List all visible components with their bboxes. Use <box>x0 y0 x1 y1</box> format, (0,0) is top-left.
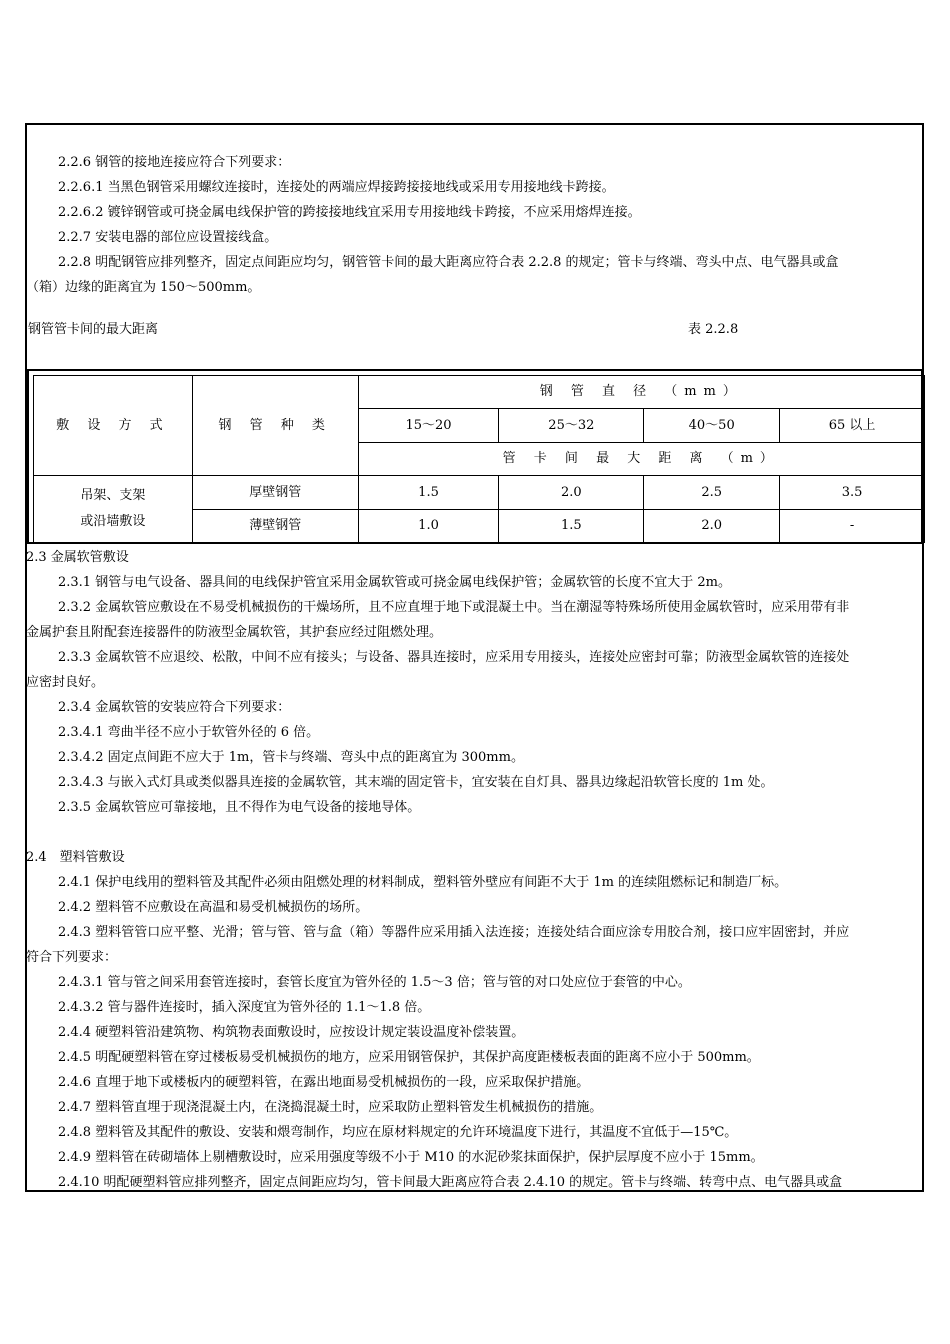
top-section <box>26 150 923 343</box>
row-2-value-1: 1.0 <box>358 510 499 543</box>
para-2-2-6: 2.2.6 钢管的接地连接应符合下列要求： <box>58 155 291 170</box>
row-1-value-1: 1.5 <box>358 476 499 510</box>
header-max-distance: 管 卡 间 最 大 距 离 （m） <box>358 443 924 476</box>
row-1-value-2: 2.0 <box>499 476 644 510</box>
para-2-3-4-1: 2.3.4.1 弯曲半径不应小于软管外径的 6 倍。 <box>58 725 320 740</box>
para-2-3-5: 2.3.5 金属软管应可靠接地，且不得作为电气设备的接地导体。 <box>58 800 421 815</box>
method-line-2: 或沿墙敷设 <box>80 514 146 529</box>
para-2-3-4-3: 2.3.4.3 与嵌入式灯具或类似器具连接的金属软管，其末端的固定管卡，宜安装在自灯具、器具边缘起沿软管长度的 1m 处。 <box>58 775 774 790</box>
para-2-3-3-cont: 应密封良好。 <box>26 675 105 690</box>
para-2-3-3: 2.3.3 金属软管不应退绞、松散，中间不应有接头；与设备、器具连接时，应采用专用接头，连接处应密封可靠；防液型金属软管的连接处 <box>58 650 850 665</box>
clamp-distance-table <box>27 369 923 544</box>
para-2-4-7: 2.4.7 塑料管直埋于现浇混凝土内，在浇捣混凝土时，应采取防止塑料管发生机械损伤的措施。 <box>58 1100 603 1115</box>
lower-section <box>26 545 923 1195</box>
para-2-4-2: 2.4.2 塑料管不应敷设在高温和易受机械损伤的场所。 <box>58 900 369 915</box>
table-caption-title: 钢管管卡间的最大距离 <box>28 322 159 337</box>
para-2-3-2: 2.3.2 金属软管应敷设在不易受机械损伤的干燥场所，且不应直埋于地下或混凝土中。当在潮湿等特殊场所使用金属软管时，应采用带有非 <box>58 600 850 615</box>
table-caption <box>26 318 923 343</box>
row-1-type: 厚壁钢管 <box>192 476 358 510</box>
row-2-type: 薄壁钢管 <box>192 510 358 543</box>
header-laying-method: 敷 设 方 式 <box>34 376 193 476</box>
para-2-4-10: 2.4.10 明配硬塑料管应排列整齐，固定点间距应均匀，管卡间最大距离应符合表 2.4.10 的规定。管卡与终端、转弯中点、电气器具或盒 <box>58 1175 843 1190</box>
para-2-3-1: 2.3.1 钢管与电气设备、器具间的电线保护管宜采用金属软管或可挠金属电线保护管；金属软管的长度不宜大于 2m。 <box>58 575 731 590</box>
row-2-value-4: - <box>780 510 925 543</box>
header-pipe-diameter: 钢 管 直 径 （mm） <box>358 376 924 409</box>
para-2-4-3: 2.4.3 塑料管管口应平整、光滑；管与管、管与盒（箱）等器件应采用插入法连接；连接处结合面应涂专用胶合剂，接口应牢固密封，并应 <box>58 925 850 940</box>
para-2-4-9: 2.4.9 塑料管在砖砌墙体上剔槽敷设时，应采用强度等级不小于 M10 的水泥砂浆抹面保护，保护层厚度不应小于 15mm。 <box>58 1150 764 1165</box>
diameter-col-2: 25～32 <box>499 409 644 443</box>
para-2-4-1: 2.4.1 保护电线用的塑料管及其配件必须由阻燃处理的材料制成，塑料管外壁应有间距不大于 1m 的连续阻燃标记和制造厂标。 <box>58 875 788 890</box>
para-2-3-2-cont: 金属护套且附配套连接器件的防液型金属软管，其护套应经过阻燃处理。 <box>26 625 443 640</box>
para-2-2-6-1: 2.2.6.1 当黑色钢管采用螺纹连接时，连接处的两端应焊接跨接接地线或采用专用接地线卡跨接。 <box>58 180 615 195</box>
para-2-2-6-2: 2.2.6.2 镀锌钢管或可挠金属电线保护管的跨接接地线宜采用专用接地线卡跨接，不应采用熔焊连接。 <box>58 205 641 220</box>
heading-2-4: 2.4 塑料管敷设 <box>26 850 125 865</box>
row-1-value-4: 3.5 <box>780 476 925 510</box>
para-2-2-7: 2.2.7 安装电器的部位应设置接线盒。 <box>58 230 278 245</box>
para-2-4-6: 2.4.6 直埋于地下或楼板内的硬塑料管，在露出地面易受机械损伤的一段，应采取保护措施。 <box>58 1075 590 1090</box>
row-1-value-3: 2.5 <box>644 476 780 510</box>
diameter-col-4: 65 以上 <box>780 409 925 443</box>
para-2-4-5: 2.4.5 明配硬塑料管在穿过楼板易受机械损伤的地方，应采用钢管保护，其保护高度距楼板表面的距离不应小于 500mm。 <box>58 1050 760 1065</box>
heading-2-3: 2.3 金属软管敷设 <box>26 550 129 565</box>
para-2-3-4: 2.3.4 金属软管的安装应符合下列要求： <box>58 700 291 715</box>
table-caption-number: 表 2.2.8 <box>688 322 739 337</box>
method-cell <box>34 476 193 543</box>
para-2-4-4: 2.4.4 硬塑料管沿建筑物、构筑物表面敷设时，应按设计规定装设温度补偿装置。 <box>58 1025 525 1040</box>
para-2-2-8: 2.2.8 明配钢管应排列整齐，固定点间距应均匀，钢管管卡间的最大距离应符合表 2.2.8 的规定；管卡与终端、弯头中点、电气器具或盒 <box>58 255 839 270</box>
para-2-4-8: 2.4.8 塑料管及其配件的敷设、安装和煨弯制作，均应在原材料规定的允许环境温度下进行，其温度不宜低于—15℃。 <box>58 1125 738 1140</box>
diameter-col-1: 15～20 <box>358 409 499 443</box>
para-2-3-4-2: 2.3.4.2 固定点间距不应大于 1m，管卡与终端、弯头中点的距离宜为 300mm。 <box>58 750 524 765</box>
row-2-value-2: 1.5 <box>499 510 644 543</box>
para-2-4-3-2: 2.4.3.2 管与器件连接时，插入深度宜为管外径的 1.1～1.8 倍。 <box>58 1000 431 1015</box>
blank-line <box>26 820 923 845</box>
row-2-value-3: 2.0 <box>644 510 780 543</box>
para-2-2-8-cont: （箱）边缘的距离宜为 150～500mm。 <box>26 280 261 295</box>
para-2-4-3-cont: 符合下列要求： <box>26 950 118 965</box>
header-pipe-type: 钢 管 种 类 <box>192 376 358 476</box>
diameter-col-3: 40～50 <box>644 409 780 443</box>
method-line-1: 吊架、支架 <box>80 488 146 503</box>
para-2-4-3-1: 2.4.3.1 管与管之间采用套管连接时，套管长度宜为管外径的 1.5～3 倍；管与管的对口处应位于套管的中心。 <box>58 975 691 990</box>
